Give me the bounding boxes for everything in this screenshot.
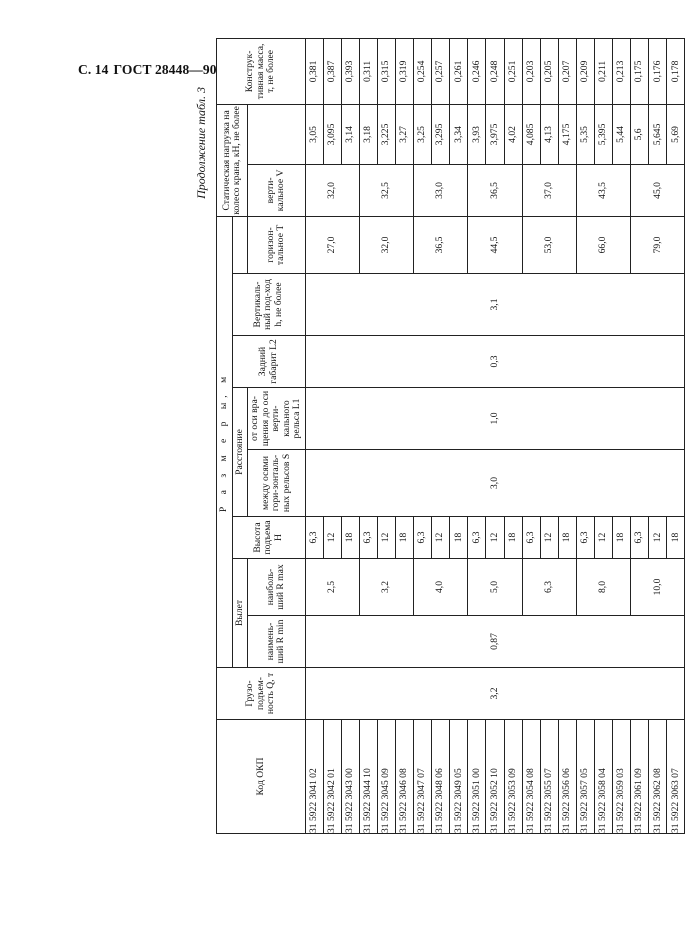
table-row [305,38,323,833]
lift-height-cell: 18 [558,517,576,559]
col-vertical-track-header: Вертикаль-ный под-ход h, не более [232,274,305,336]
outreach-max-cell: 4,0 [414,559,468,616]
dist-s-cell: 3,0 [305,450,685,517]
outreach-max-cell: 10,0 [631,559,685,616]
load-h-cell: 66,0 [576,216,630,273]
code-cell: 31 5922 3061 09 [631,720,649,834]
code-cell: 31 5922 3046 08 [395,720,413,834]
mass-cell: 5,395 [595,104,613,164]
specific-mass-cell: 0,205 [540,38,558,104]
code-cell: 31 5922 3042 01 [323,720,341,834]
lift-height-cell: 6,3 [631,517,649,559]
load-h-cell: 36,5 [414,216,468,273]
code-cell: 31 5922 3053 09 [504,720,522,834]
specific-mass-cell: 0,203 [522,38,540,104]
specific-mass-cell: 0,178 [667,38,685,104]
lift-height-cell: 18 [613,517,631,559]
mass-cell: 3,095 [323,104,341,164]
col-outreach-min-header: наимень-ший R min [248,616,306,668]
col-mass-header: Конструк-тивная масса, т, не более [217,38,306,104]
specific-mass-cell: 0,381 [305,38,323,104]
lift-height-cell: 12 [432,517,450,559]
mass-cell: 3,295 [432,104,450,164]
load-h-cell: 79,0 [631,216,685,273]
sizes-header: Р а з м е р ы, м [217,216,233,667]
specific-mass-cell: 0,387 [323,38,341,104]
mass-cell: 5,69 [667,104,685,164]
code-cell: 31 5922 3055 07 [540,720,558,834]
col-load-h-header: горизон-тальное T [248,216,306,273]
code-cell: 31 5922 3054 08 [522,720,540,834]
mass-cell: 3,18 [359,104,377,164]
specific-mass-cell: 0,211 [595,38,613,104]
code-cell: 31 5922 3059 03 [613,720,631,834]
mass-cell: 4,13 [540,104,558,164]
rotated-table-container [194,43,681,834]
specific-mass-cell: 0,246 [468,38,486,104]
specific-mass-cell: 0,254 [414,38,432,104]
outreach-max-cell: 2,5 [305,559,359,616]
code-cell: 31 5922 3051 00 [468,720,486,834]
code-cell: 31 5922 3056 06 [558,720,576,834]
code-cell: 31 5922 3047 07 [414,720,432,834]
vertical-track-cell: 3,1 [305,274,685,336]
mass-cell: 3,34 [450,104,468,164]
code-cell: 31 5922 3048 06 [432,720,450,834]
lift-height-cell: 12 [486,517,504,559]
outreach-header: Вылет [232,559,248,668]
standard-designation: ГОСТ 28448—90 [113,62,217,77]
specific-mass-cell: 0,311 [359,38,377,104]
load-v-cell: 36,5 [468,164,522,216]
mass-cell: 5,6 [631,104,649,164]
code-cell: 31 5922 3043 00 [341,720,359,834]
code-cell: 31 5922 3041 02 [305,720,323,834]
specific-mass-cell: 0,257 [432,38,450,104]
lift-height-cell: 18 [341,517,359,559]
mass-cell: 3,05 [305,104,323,164]
mass-cell: 5,35 [576,104,594,164]
specific-mass-cell: 0,248 [486,38,504,104]
code-cell: 31 5922 3063 07 [667,720,685,834]
lift-height-cell: 6,3 [414,517,432,559]
mass-cell: 3,27 [395,104,413,164]
code-cell: 31 5922 3049 05 [450,720,468,834]
lift-height-cell: 6,3 [359,517,377,559]
col-capacity-header: Грузо-подъем-ность Q, т [217,668,306,720]
lift-height-cell: 12 [540,517,558,559]
lift-height-cell: 18 [395,517,413,559]
col-dist-s-header: между осями гори-зонталь-ных рельсов S [248,450,306,517]
load-h-cell: 44,5 [468,216,522,273]
mass-cell: 3,14 [341,104,359,164]
lift-height-cell: 18 [450,517,468,559]
mass-cell: 3,975 [486,104,504,164]
lift-height-cell: 12 [595,517,613,559]
rear-cell: 0,3 [305,336,685,388]
lift-height-cell: 12 [377,517,395,559]
table-continuation-label: Продолжение табл. 3 [194,87,208,199]
specific-mass-cell: 0,213 [613,38,631,104]
outreach-max-cell: 8,0 [576,559,630,616]
mass-cell: 3,93 [468,104,486,164]
lift-height-cell: 12 [649,517,667,559]
dist-l1-cell: 1,0 [305,388,685,450]
mass-cell: 3,225 [377,104,395,164]
distance-header: Расстояние [232,388,248,517]
specific-mass-cell: 0,175 [631,38,649,104]
specific-mass-cell: 0,315 [377,38,395,104]
code-cell: 31 5922 3058 04 [595,720,613,834]
col-code-header: Код ОКП [217,720,306,834]
outreach-max-cell: 3,2 [359,559,413,616]
mass-cell: 5,44 [613,104,631,164]
specific-mass-cell: 0,209 [576,38,594,104]
static-load-header: Статическая нагрузка на колесо крана, кН, не более [217,104,248,216]
col-dist-l1-header: от оси вра-щения до оси верти-кального рельса L1 [248,388,306,450]
code-cell: 31 5922 3045 09 [377,720,395,834]
page-number: С. 14 [78,62,109,77]
outreach-min-cell: 0,87 [305,616,685,668]
mass-cell: 5,645 [649,104,667,164]
lift-height-cell: 6,3 [522,517,540,559]
specific-mass-cell: 0,261 [450,38,468,104]
specific-mass-cell: 0,176 [649,38,667,104]
col-outreach-max-header: наиболь-ший R max [248,559,306,616]
specific-mass-cell: 0,251 [504,38,522,104]
page-header [78,62,222,78]
col-lift-height-header: Высота подъема H [232,517,305,559]
mass-cell: 3,25 [414,104,432,164]
code-cell: 31 5922 3052 10 [486,720,504,834]
load-v-cell: 37,0 [522,164,576,216]
col-rear-header: Задний габарит L2 [232,336,305,388]
capacity-cell: 3,2 [305,668,685,720]
code-cell: 31 5922 3062 08 [649,720,667,834]
lift-height-cell: 18 [667,517,685,559]
specific-mass-cell: 0,207 [558,38,576,104]
load-v-cell: 45,0 [631,164,685,216]
outreach-max-cell: 5,0 [468,559,522,616]
lift-height-cell: 18 [504,517,522,559]
specs-table [216,38,685,834]
col-load-v-header: верти-кальное V [248,164,306,216]
code-cell: 31 5922 3057 05 [576,720,594,834]
lift-height-cell: 12 [323,517,341,559]
mass-cell: 4,02 [504,104,522,164]
mass-cell: 4,175 [558,104,576,164]
load-v-cell: 32,5 [359,164,413,216]
mass-cell: 4,085 [522,104,540,164]
code-cell: 31 5922 3044 10 [359,720,377,834]
load-v-cell: 32,0 [305,164,359,216]
lift-height-cell: 6,3 [305,517,323,559]
lift-height-cell: 6,3 [468,517,486,559]
load-v-cell: 43,5 [576,164,630,216]
load-h-cell: 53,0 [522,216,576,273]
specific-mass-cell: 0,393 [341,38,359,104]
outreach-max-cell: 6,3 [522,559,576,616]
lift-height-cell: 6,3 [576,517,594,559]
load-h-cell: 32,0 [359,216,413,273]
specific-mass-cell: 0,319 [395,38,413,104]
load-v-cell: 33,0 [414,164,468,216]
load-h-cell: 27,0 [305,216,359,273]
